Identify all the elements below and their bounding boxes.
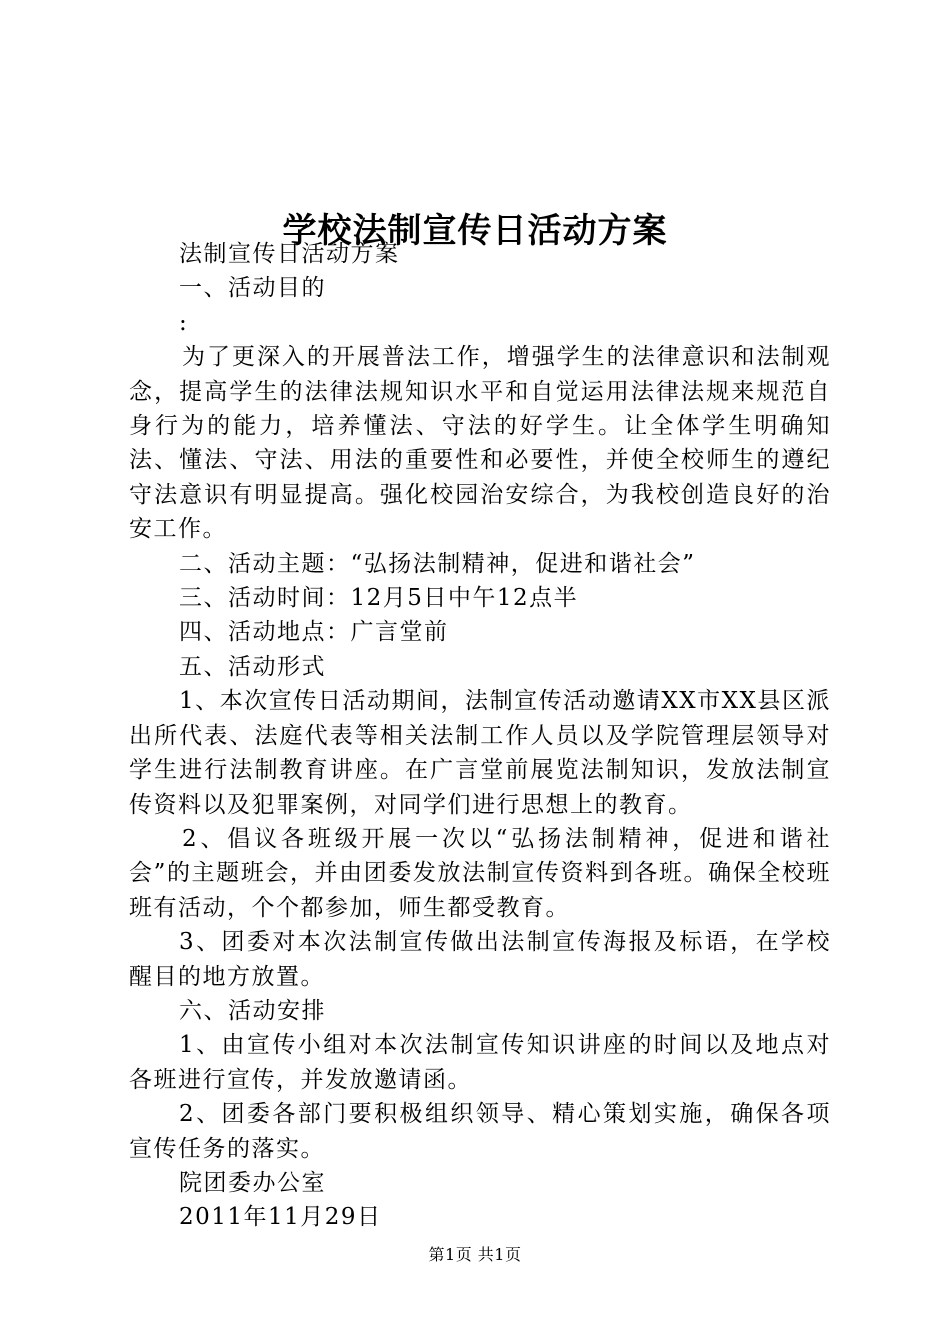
doc-subtitle: 法制宣传日活动方案	[179, 241, 400, 267]
page-title: 学校法制宣传日活动方案	[282, 210, 668, 251]
section-heading-purpose: 一、活动目的	[179, 275, 326, 302]
format-item-1: 1、本次宣传日活动期间，法制宣传活动邀请XX市XX县区派出所代表、法庭代表等相关法制工作人员以及学院管理层领导对学生进行法制教育讲座。在广言堂前展览法制知识，发放法制宣传资料以及犯罪案例，对同学们进行思想上的教育。	[129, 688, 831, 818]
section-heading-theme: 二、活动主题：“弘扬法制精神，促进和谐社会”	[179, 550, 696, 577]
arrangement-item-2: 2、团委各部门要积极组织领导、精心策划实施，确保各项宣传任务的落实。	[129, 1101, 831, 1162]
purpose-paragraph: 为了更深入的开展普法工作，增强学生的法律意识和法制观念，提高学生的法律法规知识水平和自觉运用法律法规来规范自身行为的能力，培养懂法、守法的好学生。让全体学生明确知法、懂法、守法、用法的重要性和必要性，并使全校师生的遵纪守法意识有明显提高。强化校园治安综合，为我校创造良好的治安工作。	[129, 344, 831, 543]
section-heading-format: 五、活动形式	[179, 653, 326, 680]
section-heading-location: 四、活动地点：广言堂前	[179, 619, 449, 646]
document-body	[129, 237, 831, 1235]
arrangement-item-1: 1、由宣传小组对本次法制宣传知识讲座的时间以及地点对各班进行宣传，并发放邀请函。	[129, 1032, 831, 1093]
signature-office: 院团委办公室	[179, 1169, 326, 1196]
format-item-2: 2、倡议各班级开展一次以“弘扬法制精神，促进和谐社会”的主题班会，并由团委发放法制宣传资料到各班。确保全校班班有活动，个个都参加，师生都受教育。	[129, 825, 831, 921]
format-item-3: 3、团委对本次法制宣传做出法制宣传海报及标语，在学校醒目的地方放置。	[129, 929, 831, 990]
colon-line: :	[179, 309, 189, 336]
section-heading-time: 三、活动时间：12月5日中午12点半	[179, 585, 579, 612]
signature-date: 2011年11月29日	[179, 1204, 382, 1231]
section-heading-arrangement: 六、活动安排	[179, 997, 326, 1024]
page-footer: 第1页 共1页	[428, 1245, 522, 1264]
